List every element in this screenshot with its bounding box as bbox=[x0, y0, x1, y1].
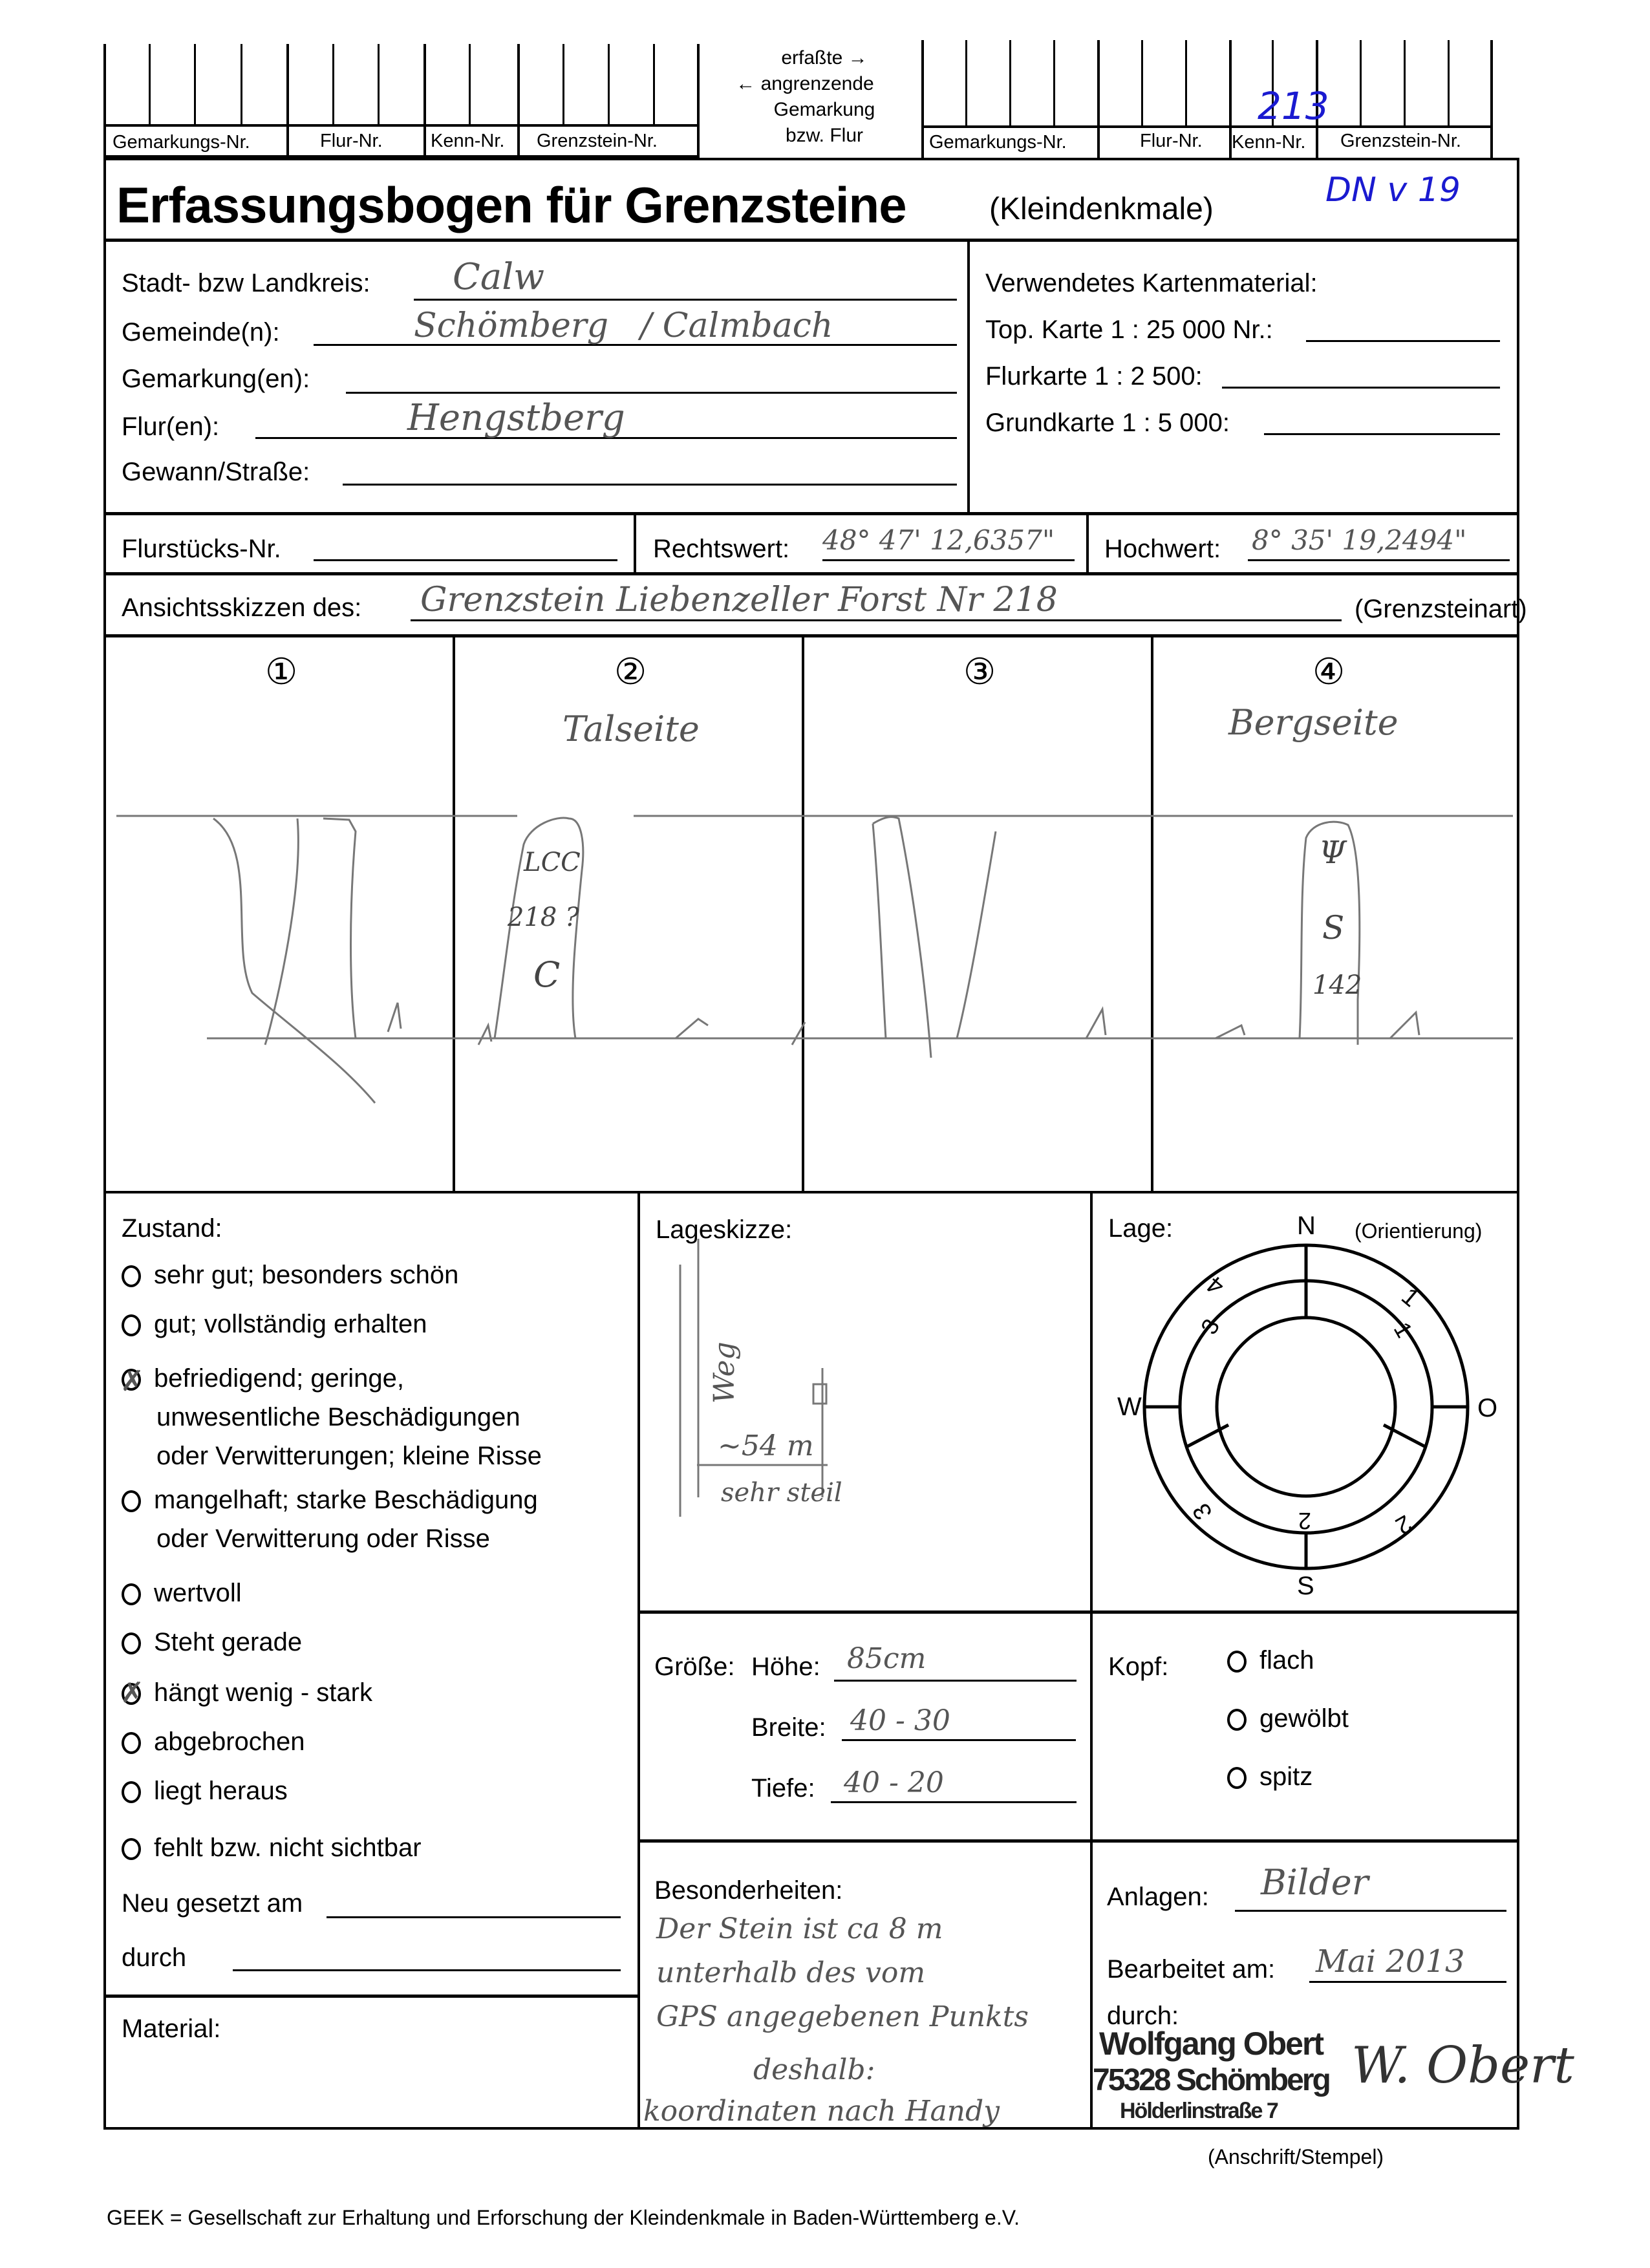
header-right-grenzstein-nr: Grenzstein-Nr. bbox=[1340, 131, 1461, 151]
header-left-gemarkungs-nr: Gemarkungs-Nr. bbox=[112, 132, 250, 153]
panel-4-mark-2: S bbox=[1322, 909, 1345, 947]
bearbeitet-label: Bearbeitet am: bbox=[1107, 1955, 1276, 1984]
flurkarte-label: Flurkarte 1 : 2 500: bbox=[985, 362, 1203, 390]
header-left-kenn-nr: Kenn-Nr. bbox=[431, 131, 505, 151]
panel-4-number: ④ bbox=[1312, 651, 1345, 692]
zustand-option-liegt-heraus[interactable] bbox=[122, 1777, 288, 1806]
legend-line-4: bzw. Flur bbox=[785, 125, 864, 146]
compass-inner-mark-1: 1 bbox=[1388, 1317, 1419, 1342]
lage-heading: Lage: bbox=[1108, 1214, 1173, 1243]
radio-checked-icon[interactable] bbox=[122, 1369, 141, 1391]
kopf-option-gewoelbt[interactable] bbox=[1227, 1704, 1349, 1733]
anlagen-field[interactable]: Bilder bbox=[1261, 1862, 1369, 1903]
zustand-option-label: fehlt bzw. nicht sichtbar bbox=[154, 1834, 422, 1862]
zustand-option-befriedigend[interactable] bbox=[122, 1359, 542, 1475]
landkreis-field[interactable]: Calw bbox=[453, 256, 545, 298]
bearbeitet-field[interactable]: Mai 2013 bbox=[1316, 1943, 1465, 1980]
compass-outer-mark-4: 4 bbox=[1201, 1270, 1230, 1300]
anlagen-block bbox=[1093, 1843, 1574, 2130]
besonderheiten-line-4[interactable]: deshalb: bbox=[753, 2053, 875, 2086]
radio-icon[interactable] bbox=[122, 1490, 141, 1512]
map-material-heading: Verwendetes Kartenmaterial: bbox=[985, 269, 1318, 297]
radio-icon[interactable] bbox=[1227, 1767, 1247, 1789]
title-row bbox=[103, 158, 1519, 242]
radio-icon[interactable] bbox=[122, 1632, 141, 1654]
page-subtitle: (Kleindenkmale) bbox=[989, 192, 1214, 226]
radio-icon[interactable] bbox=[122, 1314, 141, 1336]
header-right-kenn-nr: Kenn-Nr. bbox=[1232, 132, 1306, 153]
legend-line-2: ← angrenzende bbox=[736, 73, 874, 94]
hochwert-field[interactable]: 8° 35' 19,2494" bbox=[1252, 524, 1467, 556]
stamp-name: Wolfgang Obert bbox=[1099, 2026, 1323, 2062]
compass-south-label: S bbox=[1297, 1572, 1314, 1600]
zustand-option-abgebrochen[interactable] bbox=[122, 1728, 305, 1757]
kopf-option-flach[interactable] bbox=[1227, 1646, 1314, 1675]
besonderheiten-heading: Besonderheiten: bbox=[654, 1876, 843, 1905]
top-karte-field[interactable] bbox=[1306, 340, 1500, 342]
rechtswert-field[interactable]: 48° 47' 12,6357" bbox=[822, 524, 1055, 556]
zustand-heading: Zustand: bbox=[122, 1214, 222, 1243]
sketch-stone-marker bbox=[813, 1384, 826, 1404]
durch-field[interactable] bbox=[233, 1969, 621, 1971]
grundkarte-field[interactable] bbox=[1264, 433, 1500, 435]
top-karte-label: Top. Karte 1 : 25 000 Nr.: bbox=[985, 316, 1273, 344]
zustand-block bbox=[103, 1193, 640, 1998]
compass-east-label: O bbox=[1477, 1394, 1498, 1422]
header-right-grid bbox=[921, 40, 1516, 160]
gemeinde-field[interactable]: Schömberg / Calmbach bbox=[414, 306, 833, 345]
page-title: Erfassungsbogen für Grenzsteine bbox=[116, 177, 906, 233]
title-annotation: DN v 19 bbox=[1325, 171, 1461, 209]
lage-orientation-label: (Orientierung) bbox=[1355, 1219, 1483, 1243]
besonderheiten-line-5[interactable]: koordinaten nach Handy bbox=[643, 2095, 1000, 2128]
material-block bbox=[103, 1998, 640, 2130]
material-label: Material: bbox=[122, 2015, 221, 2043]
hoehe-label: Höhe: bbox=[751, 1653, 820, 1681]
kopf-option-label: gewölbt bbox=[1259, 1704, 1349, 1733]
sketch-type-row bbox=[103, 575, 1527, 637]
besonderheiten-line-1[interactable]: Der Stein ist ca 8 m bbox=[656, 1912, 943, 1945]
stamp-city: 75328 Schömberg bbox=[1093, 2063, 1329, 2097]
coords-row bbox=[103, 512, 1519, 575]
stone-sketches bbox=[103, 637, 1519, 1191]
flur-field[interactable]: Hengstberg bbox=[407, 397, 625, 439]
zustand-option-label: mangelhaft; starke Beschädigung bbox=[154, 1486, 538, 1514]
zustand-option-label-line3: oder Verwitterungen; kleine Risse bbox=[156, 1442, 542, 1470]
besonderheiten-line-2[interactable]: unterhalb des vom bbox=[656, 1956, 926, 1989]
radio-icon[interactable] bbox=[1227, 1709, 1247, 1731]
panel-2-mark-3: C bbox=[533, 954, 561, 995]
sketch-type-suffix: (Grenzsteinart) bbox=[1355, 595, 1527, 623]
panel-4-mark-3: 142 bbox=[1312, 970, 1362, 1000]
kopf-option-spitz[interactable] bbox=[1227, 1762, 1312, 1792]
lage-block bbox=[1093, 1193, 1519, 1614]
legend-line-3: Gemarkung bbox=[773, 99, 875, 120]
hochwert-label: Hochwert: bbox=[1104, 535, 1221, 563]
lageskizze-note: sehr steil bbox=[721, 1478, 842, 1508]
compass-inner-ring bbox=[1217, 1318, 1395, 1496]
header-left-grid bbox=[103, 44, 695, 158]
stamp-street: Hölderlinstraße 7 bbox=[1120, 2099, 1278, 2123]
radio-checked-icon[interactable] bbox=[122, 1683, 141, 1705]
gewann-label: Gewann/Straße: bbox=[122, 458, 310, 486]
compass-outer-mark-3: 3 bbox=[1187, 1499, 1218, 1524]
radio-icon[interactable] bbox=[122, 1838, 141, 1860]
compass-west-label: W bbox=[1117, 1393, 1142, 1421]
durch-label: durch bbox=[122, 1943, 187, 1972]
compass-outer-mark-1: 1 bbox=[1396, 1283, 1424, 1312]
compass-outer-mark-2: 2 bbox=[1391, 1509, 1417, 1540]
radio-icon[interactable] bbox=[1227, 1651, 1247, 1673]
neu-gesetzt-label: Neu gesetzt am bbox=[122, 1889, 303, 1918]
stone-outline-3 bbox=[873, 817, 996, 1058]
panel-2-caption: Talseite bbox=[562, 709, 700, 749]
panel-2-mark-2: 218 ? bbox=[508, 903, 579, 932]
groesse-block bbox=[640, 1614, 1093, 1843]
flurkarte-field[interactable] bbox=[1222, 387, 1500, 389]
zustand-option-steht-gerade[interactable] bbox=[122, 1628, 302, 1657]
flurstueck-label: Flurstücks-Nr. bbox=[122, 535, 281, 563]
landkreis-label: Stadt- bzw Landkreis: bbox=[122, 269, 370, 297]
header-left-flur-nr: Flur-Nr. bbox=[320, 131, 383, 151]
sketch-panels bbox=[103, 637, 1519, 1193]
compass-inner-mark-3: 3 bbox=[1195, 1314, 1225, 1339]
neu-gesetzt-field[interactable] bbox=[327, 1916, 621, 1918]
map-material-block bbox=[970, 242, 1519, 512]
zustand-option-label-line2: unwesentliche Beschädigungen bbox=[156, 1403, 520, 1431]
zustand-option-mangelhaft[interactable] bbox=[122, 1481, 538, 1558]
gemeinde-label: Gemeinde(n): bbox=[122, 318, 280, 347]
sketch-type-label: Ansichtsskizzen des: bbox=[122, 594, 362, 622]
zustand-option-label: hängt wenig - stark bbox=[154, 1678, 372, 1707]
zustand-option-label-line2: oder Verwitterung oder Risse bbox=[156, 1524, 490, 1553]
zustand-option-fehlt[interactable] bbox=[122, 1834, 422, 1863]
radio-icon[interactable] bbox=[122, 1732, 141, 1754]
sketch-type-field[interactable]: Grenzstein Liebenzeller Forst Nr 218 bbox=[420, 581, 1058, 619]
panel-4-caption: Bergseite bbox=[1228, 702, 1398, 743]
kenn-nr-value[interactable]: 213 bbox=[1258, 84, 1329, 128]
groesse-label: Größe: bbox=[654, 1653, 735, 1681]
panel-2-number: ② bbox=[614, 651, 647, 692]
header-left-grenzstein-nr: Grenzstein-Nr. bbox=[537, 131, 658, 151]
radio-icon[interactable] bbox=[122, 1265, 141, 1287]
zustand-option-label: abgebrochen bbox=[154, 1728, 305, 1756]
radio-icon[interactable] bbox=[122, 1781, 141, 1803]
besonderheiten-line-3[interactable]: GPS angegebenen Punkts bbox=[656, 2000, 1029, 2033]
bearbeitet-durch-label: durch: bbox=[1107, 2002, 1179, 2030]
anlagen-label: Anlagen: bbox=[1107, 1883, 1209, 1911]
panel-2-mark-1: LCC bbox=[524, 848, 581, 877]
rechtswert-label: Rechtswert: bbox=[653, 535, 790, 563]
lageskizze-block bbox=[640, 1193, 1093, 1614]
location-block bbox=[103, 242, 970, 512]
signature: W. Obert bbox=[1351, 2037, 1574, 2095]
panel-1-number: ① bbox=[265, 651, 298, 692]
zustand-option-label: sehr gut; besonders schön bbox=[154, 1261, 459, 1289]
besonderheiten-block bbox=[640, 1843, 1093, 2130]
tiefe-field[interactable]: 40 - 20 bbox=[844, 1766, 944, 1799]
compass-north-label: N bbox=[1297, 1212, 1316, 1240]
kopf-label: Kopf: bbox=[1108, 1653, 1169, 1681]
compass-diagram bbox=[1093, 1193, 1519, 1614]
header-right-flur-nr: Flur-Nr. bbox=[1140, 131, 1203, 151]
zustand-option-wertvoll[interactable] bbox=[122, 1579, 242, 1608]
zustand-option-label: befriedigend; geringe, bbox=[154, 1364, 404, 1393]
zustand-option-label: wertvoll bbox=[154, 1579, 242, 1607]
hoehe-field[interactable]: 85cm bbox=[847, 1642, 927, 1675]
gemarkung-label: Gemarkung(en): bbox=[122, 365, 310, 393]
panel-4-mark-1: Ψ bbox=[1319, 835, 1347, 871]
panel-3-number: ③ bbox=[963, 651, 996, 692]
kopf-option-label: spitz bbox=[1259, 1762, 1313, 1791]
kopf-option-label: flach bbox=[1259, 1646, 1314, 1674]
header-middle-legend bbox=[702, 45, 908, 149]
lageskizze-heading: Lageskizze: bbox=[656, 1215, 793, 1244]
breite-field[interactable]: 40 - 30 bbox=[850, 1704, 950, 1737]
lageskizze-path-label: Weg bbox=[708, 1342, 741, 1404]
zustand-option-gut[interactable] bbox=[122, 1310, 427, 1339]
zustand-option-sehr-gut[interactable] bbox=[122, 1261, 458, 1290]
footer-text: GEEK = Gesellschaft zur Erhaltung und Erforschung der Kleindenkmale in Baden-Württemberg e.V. bbox=[107, 2206, 1020, 2229]
header-right-gemarkungs-nr: Gemarkungs-Nr. bbox=[929, 132, 1067, 153]
zustand-option-label: gut; vollständig erhalten bbox=[154, 1310, 427, 1338]
stone-outline-1 bbox=[213, 818, 375, 1103]
lageskizze-distance: ~54 m bbox=[718, 1429, 814, 1462]
breite-label: Breite: bbox=[751, 1713, 826, 1742]
flurstueck-field[interactable] bbox=[314, 559, 617, 561]
kopf-block bbox=[1093, 1614, 1519, 1843]
zustand-option-label: Steht gerade bbox=[154, 1628, 303, 1656]
zustand-option-label: liegt heraus bbox=[154, 1777, 288, 1805]
radio-icon[interactable] bbox=[122, 1583, 141, 1605]
grundkarte-label: Grundkarte 1 : 5 000: bbox=[985, 409, 1230, 437]
tiefe-label: Tiefe: bbox=[751, 1774, 815, 1803]
zustand-option-haengt[interactable] bbox=[122, 1678, 372, 1707]
legend-line-1: erfaßte → bbox=[781, 47, 868, 69]
flur-label: Flur(en): bbox=[122, 412, 220, 441]
stamp-caption: (Anschrift/Stempel) bbox=[1208, 2145, 1384, 2168]
compass-inner-mark-2: 2 bbox=[1298, 1508, 1312, 1534]
location-sketch bbox=[640, 1193, 1093, 1614]
